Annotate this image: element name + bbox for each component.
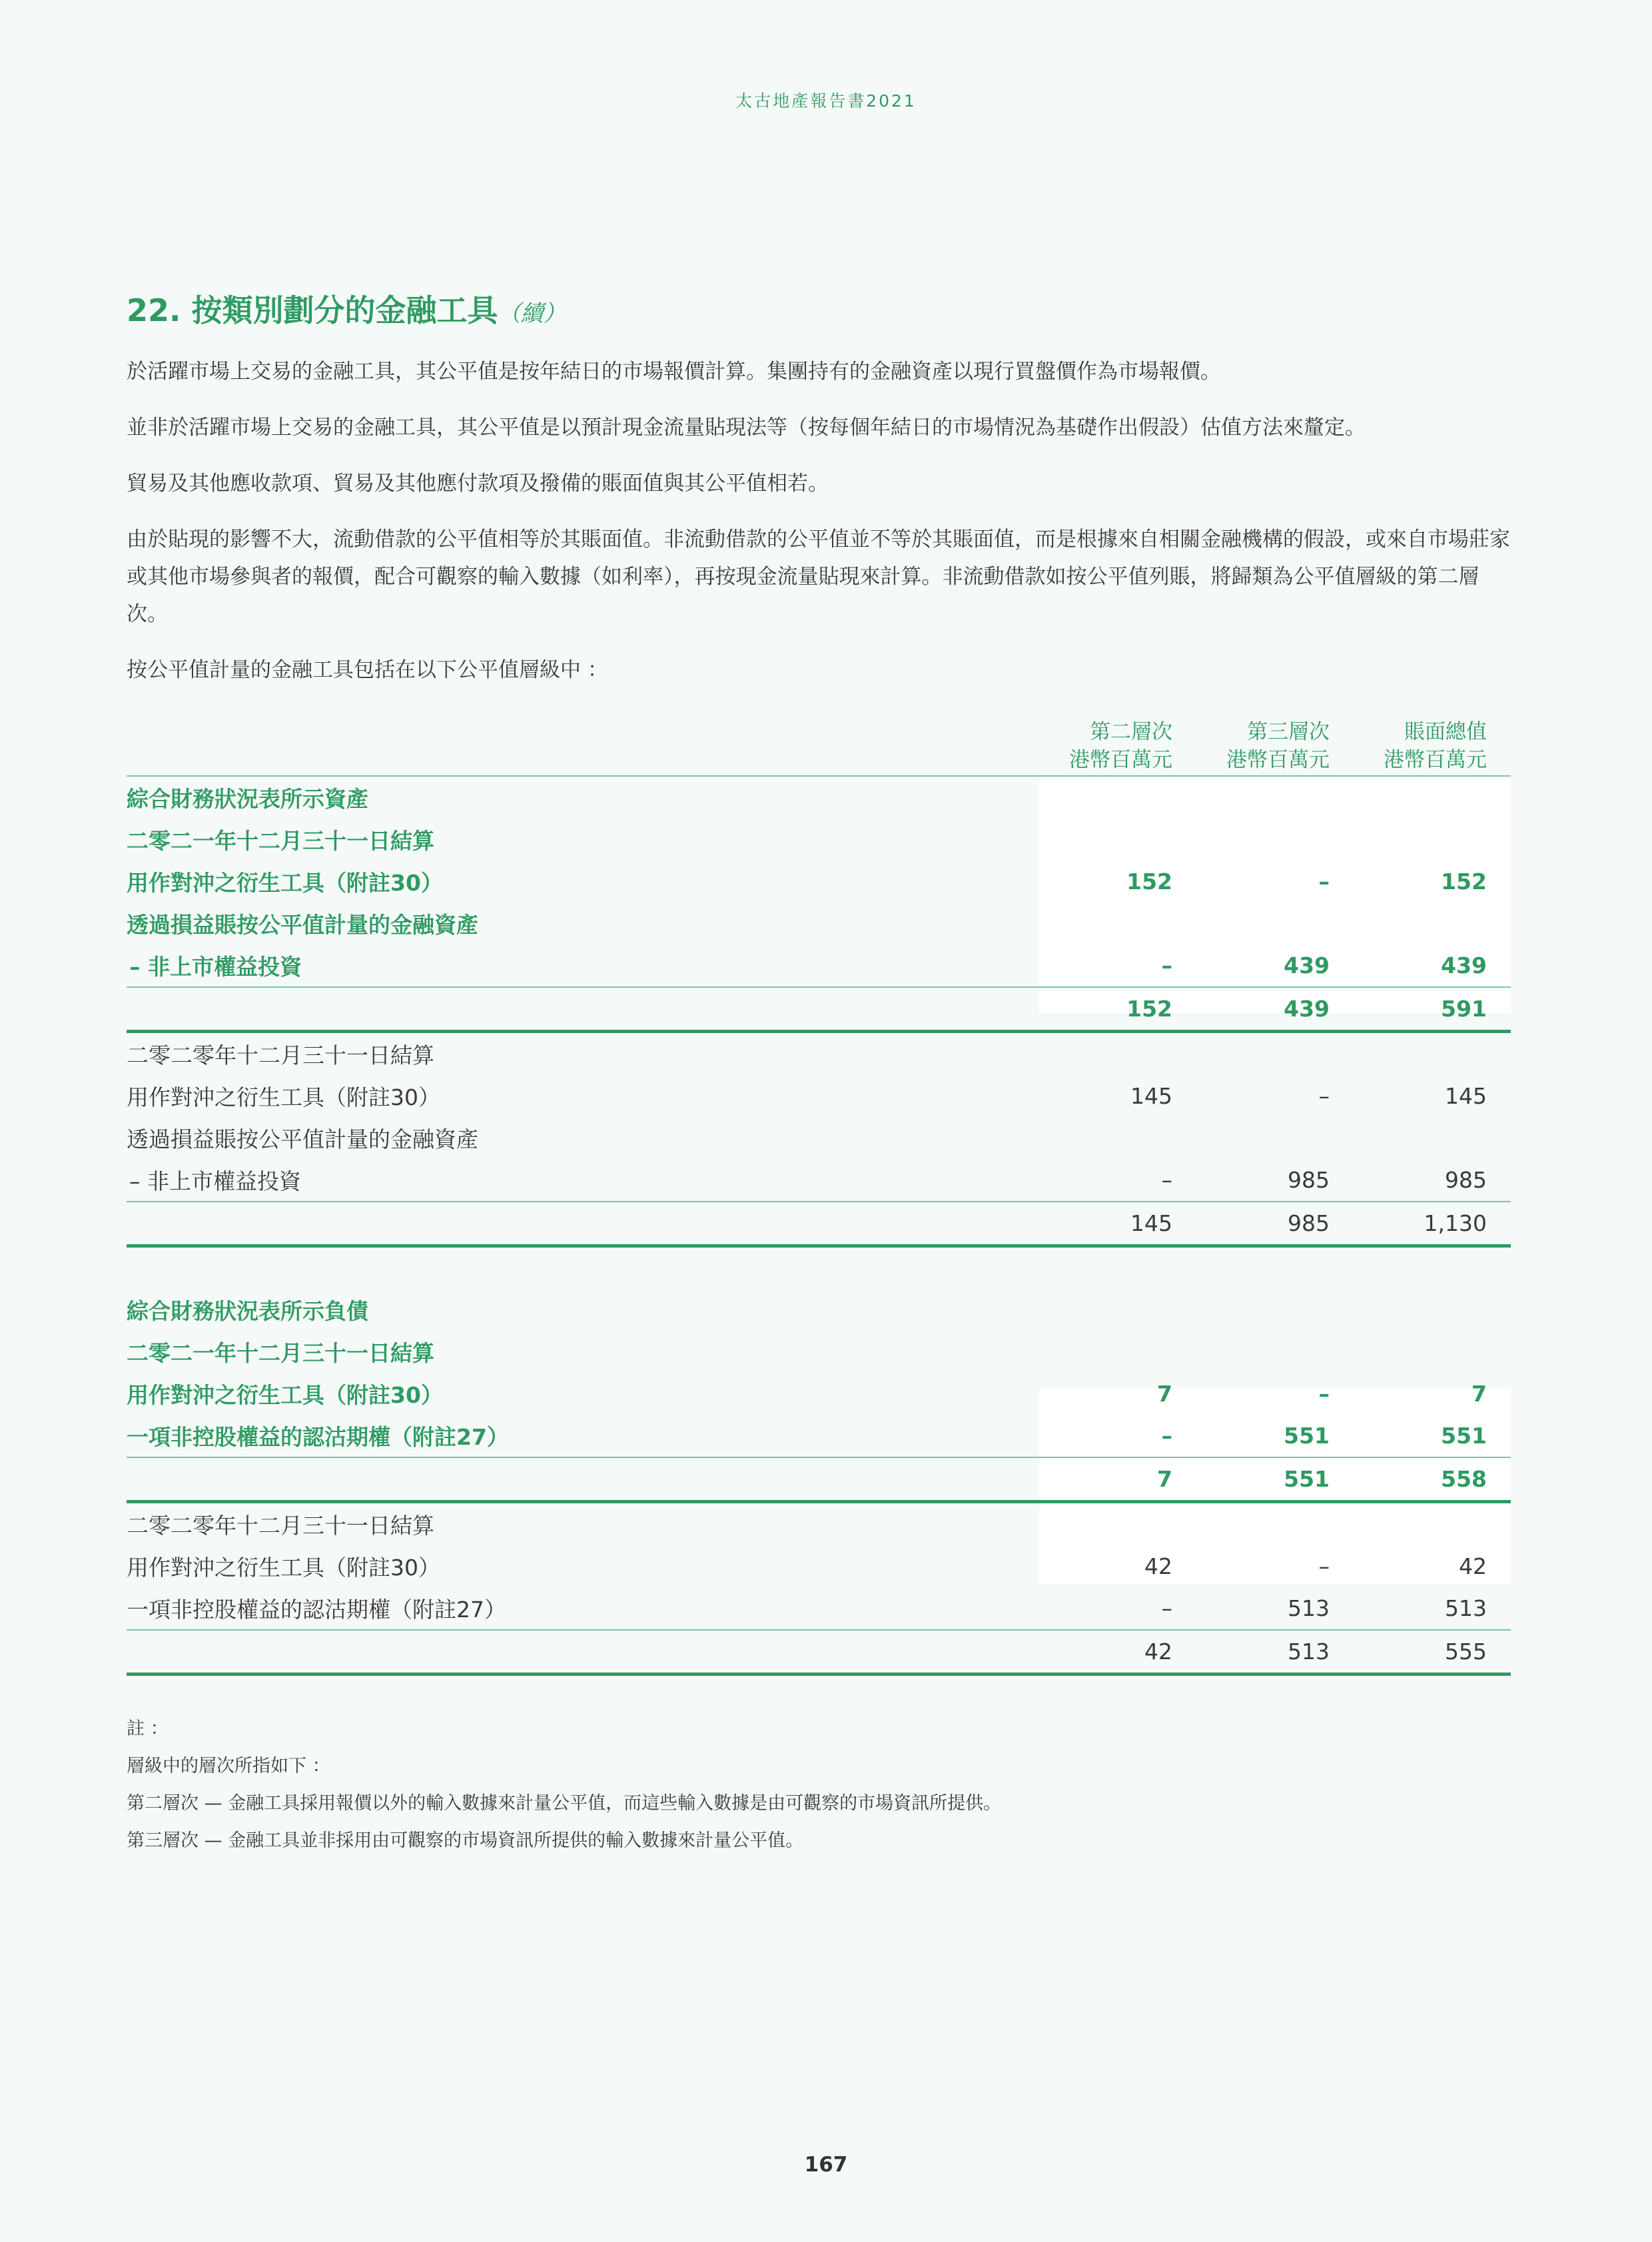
column-header-level3: 第三層次 港幣百萬元 [1226,720,1330,772]
table-row: 一項非控股權益的認沽期權（附註27） – 513 513 [127,1587,1511,1631]
table-row: 用作對沖之衍生工具（附註30） 42 – 42 [127,1553,1487,1581]
table-row: 用作對沖之衍生工具（附註30） 7 – 7 [127,1381,1487,1408]
notes-label: 註 ： [127,1718,169,1739]
table-row: 用作對沖之衍生工具（附註30） 152 – 152 [127,869,1487,896]
fair-value-table [127,718,1511,1676]
assets-2021-fvtpl-row: 透過損益賬按公平值計量的金融資產 [127,912,478,938]
assets-2020-subtotal-row: 145 985 1,130 [127,1202,1511,1248]
notes-level3: 第三層次 — 金融工具並非採用由可觀察的市場資訊所提供的輸入數據來計量公平值。 [127,1830,804,1851]
liabilities-2020-date-row: 二零二零年十二月三十一日結算 [127,1513,434,1539]
table-row: 一項非控股權益的認沽期權（附註27） – 551 551 [127,1415,1511,1458]
main-content [127,286,1511,1860]
notes-intro: 層級中的層次所指如下 ： [127,1756,330,1776]
page-number: 167 [804,2153,848,2177]
report-header: 太古地產報告書2021 [735,91,917,111]
column-header-total: 賬面總值 港幣百萬元 [1384,720,1487,772]
section-title [127,286,1511,330]
table-column-headers [127,718,1511,775]
paragraph-not-active-market: 並非於活躍市場上交易的金融工具，其公平值是以預計現金流量貼現法等（按每個年結日的市場情況為基礎作出假設）估值方法來釐定。 [127,416,1366,440]
paragraph-borrowings: 由於貼現的影響不大，流動借款的公平值相等於其賬面值。非流動借款的公平值並不等於其賬面值，而是根據來自相關金融機構的假設，或來自市場莊家或其他市場參與者的報價，配合可觀察的輸入數據（如利率），再按現金流量貼現來計算。非流動借款如按公平值列賬，將歸類為公平值層級的第二層次。 [127,528,1510,626]
assets-2020-date-row: 二零二零年十二月三十一日結算 [127,1042,434,1068]
table-row: – 非上市權益投資 – 985 985 [127,1159,1511,1202]
table-spacer [127,1248,1511,1289]
assets-2021-date-row: 二零二一年十二月三十一日結算 [127,828,434,854]
notes-section [127,1710,1511,1860]
assets-2021-subtotal-row: 152 439 591 [127,988,1511,1033]
table-row: 用作對沖之衍生工具（附註30） 145 – 145 [127,1083,1487,1110]
table-row: – 非上市權益投資 – 439 439 [127,944,1511,988]
notes-level2: 第二層次 — 金融工具採用報價以外的輸入數據來計量公平值，而這些輸入數據是由可觀察的市場資訊所提供。 [127,1793,1002,1814]
liabilities-2021-subtotal-row: 7 551 558 [127,1458,1511,1503]
assets-2020-fvtpl-row: 透過損益賬按公平值計量的金融資產 [127,1126,478,1152]
liabilities-2020-subtotal-row: 42 513 555 [127,1631,1511,1676]
assets-heading-row: 綜合財務狀況表所示資產 [127,786,368,812]
section-title-text: 22. 按類別劃分的金融工具 [127,292,498,328]
paragraph-hierarchy-intro: 按公平值計量的金融工具包括在以下公平值層級中 ： [127,658,608,682]
paragraph-active-market: 於活躍市場上交易的金融工具，其公平值是按年結日的市場報價計算。集團持有的金融資產以現行買盤價作為市場報價。 [127,360,1221,384]
column-header-level2: 第二層次 港幣百萬元 [1069,720,1172,772]
liabilities-2021-date-row: 二零二一年十二月三十一日結算 [127,1340,434,1366]
paragraph-receivables: 貿易及其他應收款項、貿易及其他應付款項及撥備的賬面值與其公平值相若。 [127,472,829,496]
section-title-suffix: （續） [498,300,566,327]
liabilities-heading-row: 綜合財務狀況表所示負債 [127,1298,368,1324]
